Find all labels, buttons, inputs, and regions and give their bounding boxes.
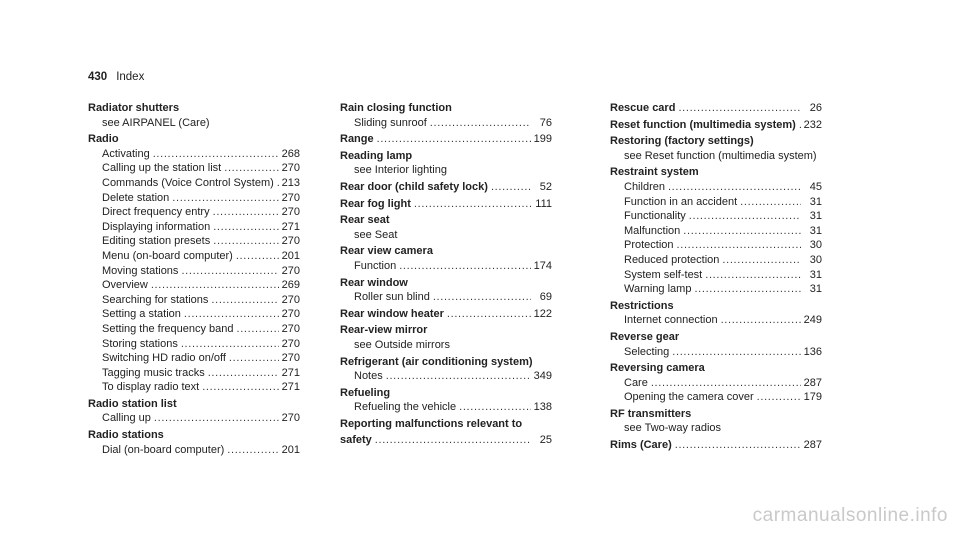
index-entry [340, 244, 552, 259]
entry-label: Moving stations [102, 264, 179, 277]
index-subentry [88, 147, 300, 162]
entry-label: Radiator shutters [88, 102, 180, 114]
leader-dots [414, 197, 531, 212]
page-reference: 269 [281, 279, 300, 292]
leader-dots [675, 438, 801, 453]
page-reference: 174 [533, 259, 552, 272]
index-entry [340, 417, 552, 432]
entry-label: Function [354, 259, 397, 272]
index-subentry [610, 345, 822, 360]
entry-label: Internet connection [624, 314, 718, 327]
entry-label: Reading lamp [340, 149, 413, 162]
entry-label: Rear-view mirror [340, 324, 428, 337]
entry-label: Setting a station [102, 308, 181, 321]
page-reference: 179 [803, 391, 822, 404]
index-subentry [88, 293, 300, 308]
entry-label: Editing station presets [102, 235, 211, 248]
leader-dots [154, 411, 279, 426]
index-subentry [88, 161, 300, 176]
index-entry [340, 276, 552, 291]
index-subentry [610, 376, 822, 391]
entry-label: Dial (on-board computer) [102, 443, 225, 456]
page-reference: 30 [809, 239, 822, 252]
page-reference: 249 [803, 314, 822, 327]
page-reference: 268 [281, 147, 300, 160]
entry-label: see Reset function (multimedia system) [624, 149, 817, 162]
index-entry [610, 101, 822, 116]
index-entry [610, 361, 822, 376]
entry-label: Activating [102, 147, 150, 160]
index-subentry [88, 205, 300, 220]
entry-label: Reverse gear [610, 330, 680, 343]
leader-dots [721, 313, 801, 328]
index-subentry [610, 224, 822, 239]
index-subentry [340, 116, 552, 131]
index-entry [340, 433, 552, 448]
entry-label: Protection [624, 239, 674, 252]
index-column-1 [88, 101, 300, 457]
index-subentry [610, 238, 822, 253]
page-reference: 270 [281, 293, 300, 306]
page-reference: 25 [539, 434, 552, 447]
entry-label: Sliding sunroof [354, 116, 427, 129]
entry-label: Radio [88, 133, 119, 146]
page-reference: 213 [281, 176, 300, 189]
index-entry [88, 428, 300, 443]
page-reference: 270 [281, 412, 300, 425]
page-reference: 270 [281, 322, 300, 335]
page-reference: 31 [809, 195, 822, 208]
watermark: carmanualsonline.info [752, 505, 948, 526]
leader-dots [694, 282, 801, 297]
leader-dots [213, 205, 279, 220]
entry-label: Warning lamp [624, 283, 692, 296]
entry-label: see Seat [354, 228, 398, 241]
page-reference: 270 [281, 162, 300, 175]
entry-label: To display radio text [102, 381, 200, 394]
page-reference: 31 [809, 224, 822, 237]
index-entry [610, 407, 822, 422]
page-reference: 287 [803, 376, 822, 389]
entry-label: Menu (on-board computer) [102, 249, 233, 262]
index-subentry [88, 380, 300, 395]
leader-dots [672, 345, 800, 360]
leader-dots [213, 220, 278, 235]
index-entry [340, 213, 552, 228]
index-subentry [88, 191, 300, 206]
page-reference: 271 [281, 220, 300, 233]
entry-label: Tagging music tracks [102, 366, 205, 379]
index-subentry [610, 253, 822, 268]
index-subentry [88, 264, 300, 279]
entry-label: Rear fog light [340, 197, 411, 210]
index-subentry [610, 390, 822, 405]
index-subentry [88, 249, 300, 264]
index-subentry [88, 411, 300, 426]
leader-dots [399, 259, 530, 274]
page-reference: 76 [539, 116, 552, 129]
entry-label: Reversing camera [610, 362, 705, 375]
index-subentry [340, 163, 552, 178]
page-reference: 30 [809, 253, 822, 266]
entry-label: Roller sun blind [354, 291, 430, 304]
leader-dots [227, 443, 278, 458]
leader-dots [386, 369, 531, 384]
index-entry [610, 438, 822, 453]
leader-dots [683, 224, 801, 239]
page-reference: 232 [803, 118, 822, 131]
entry-label: Reset function (multimedia system) [610, 118, 796, 131]
entry-label: Function in an accident [624, 195, 738, 208]
index-entry [340, 307, 552, 322]
index-subentry [610, 209, 822, 224]
index-subentry [340, 338, 552, 353]
index-subentry [88, 234, 300, 249]
entry-label: Reporting malfunctions relevant to [340, 417, 523, 430]
leader-dots [651, 376, 801, 391]
entry-label: Overview [102, 279, 148, 292]
entry-label: Delete station [102, 191, 170, 204]
leader-dots [181, 337, 279, 352]
entry-label: Malfunction [624, 224, 681, 237]
leader-dots [184, 307, 279, 322]
page-reference: 270 [281, 264, 300, 277]
page-reference: 201 [281, 249, 300, 262]
entry-label: Children [624, 180, 665, 193]
entry-label: Range [340, 133, 374, 146]
index-entry [340, 180, 552, 195]
index-subentry [88, 278, 300, 293]
page-reference: 122 [533, 307, 552, 320]
page-reference: 31 [809, 268, 822, 281]
index-subentry [610, 421, 822, 436]
entry-label: Rescue card [610, 102, 676, 114]
entry-label: Direct frequency entry [102, 206, 210, 219]
entry-label: Selecting [624, 345, 670, 358]
entry-label: see AIRPANEL (Care) [102, 116, 210, 129]
index-subentry [88, 351, 300, 366]
entry-label: Commands (Voice Control System) [102, 176, 274, 189]
index-entry [340, 323, 552, 338]
index-entry [88, 397, 300, 412]
leader-dots [202, 380, 278, 395]
index-entry [340, 197, 552, 212]
page-reference: 111 [535, 197, 552, 210]
index-subentry [340, 369, 552, 384]
page-reference: 287 [803, 439, 822, 452]
page-reference: 69 [539, 291, 552, 304]
index-entry [610, 330, 822, 345]
entry-label: Rear window heater [340, 307, 444, 320]
page-reference: 199 [533, 133, 552, 146]
index-subentry [610, 282, 822, 297]
index-subentry [610, 313, 822, 328]
page-reference: 270 [281, 337, 300, 350]
leader-dots [740, 195, 801, 210]
entry-label: Switching HD radio on/off [102, 352, 226, 365]
entry-label: Radio station list [88, 397, 177, 410]
page-reference: 271 [281, 366, 300, 379]
leader-dots [377, 132, 531, 147]
leader-dots [208, 366, 279, 381]
page-reference: 271 [281, 381, 300, 394]
leader-dots [705, 268, 801, 283]
page-reference: 270 [281, 191, 300, 204]
entry-label: Rain closing function [340, 102, 452, 114]
index-subentry [610, 149, 822, 164]
entry-label: Refueling the vehicle [354, 401, 457, 414]
index-entry [88, 101, 300, 116]
page-reference: 270 [281, 206, 300, 219]
entry-label: System self-test [624, 268, 703, 281]
entry-label: see Interior lighting [354, 164, 447, 177]
entry-label: Radio stations [88, 429, 164, 442]
index-subentry [610, 268, 822, 283]
leader-dots [375, 433, 531, 448]
page-header [88, 71, 144, 83]
entry-label: Refrigerant (air conditioning system) [340, 355, 533, 368]
leader-dots [153, 147, 279, 162]
index-entry [340, 132, 552, 147]
index-entry [88, 132, 300, 147]
leader-dots [757, 390, 801, 405]
entry-label: Opening the camera cover [624, 391, 754, 404]
leader-dots [277, 176, 279, 191]
leader-dots [722, 253, 801, 268]
leader-dots [181, 264, 278, 279]
entry-label: Displaying information [102, 220, 211, 233]
leader-dots [211, 293, 278, 308]
index-subentry [88, 366, 300, 381]
page-reference: 45 [809, 180, 822, 193]
entry-label: Searching for stations [102, 293, 209, 306]
entry-label: Care [624, 376, 648, 389]
leader-dots [433, 290, 531, 305]
index-entry [340, 386, 552, 401]
leader-dots [447, 307, 531, 322]
leader-dots [677, 238, 801, 253]
entry-label: Rear seat [340, 214, 390, 227]
entry-label: see Outside mirrors [354, 338, 450, 351]
index-subentry [88, 443, 300, 458]
index-subentry [340, 290, 552, 305]
entry-label: Restraint system [610, 166, 699, 179]
leader-dots [668, 180, 801, 195]
page-reference: 136 [803, 345, 822, 358]
index-subentry [340, 228, 552, 243]
leader-dots [213, 234, 278, 249]
index-column-2 [340, 101, 552, 448]
index-subentry [88, 220, 300, 235]
index-entry [610, 299, 822, 314]
index-entry [610, 118, 822, 133]
entry-label: Rear door (child safety lock) [340, 180, 488, 193]
leader-dots [151, 278, 279, 293]
entry-label: Rear window [340, 276, 408, 289]
page-reference: 270 [281, 308, 300, 321]
leader-dots [172, 191, 278, 206]
page-reference: 201 [281, 443, 300, 456]
index-subentry [88, 337, 300, 352]
index-entry [610, 134, 822, 149]
leader-dots [236, 322, 278, 337]
entry-label: Refueling [340, 386, 391, 399]
leader-dots [224, 161, 278, 176]
index-entry [340, 101, 552, 116]
entry-label: Functionality [624, 210, 686, 223]
leader-dots [430, 116, 531, 131]
index-subentry [610, 195, 822, 210]
index-subentry [610, 180, 822, 195]
leader-dots [689, 209, 801, 224]
entry-label: Storing stations [102, 337, 178, 350]
page-reference: 270 [281, 352, 300, 365]
page-title: Index [116, 71, 145, 83]
entry-label: see Two-way radios [624, 422, 722, 435]
leader-dots [236, 249, 279, 264]
page-reference: 138 [533, 401, 552, 414]
leader-dots [799, 118, 801, 133]
entry-label: Restrictions [610, 299, 674, 312]
entry-label: RF transmitters [610, 407, 692, 420]
index-entry [610, 165, 822, 180]
page-reference: 349 [533, 370, 552, 383]
entry-label: Reduced protection [624, 253, 720, 266]
entry-label: Calling up [102, 412, 151, 425]
leader-dots [678, 101, 801, 116]
index-subentry [88, 322, 300, 337]
entry-label: Rear view camera [340, 245, 433, 258]
entry-label: Notes [354, 370, 383, 383]
page-reference: 270 [281, 235, 300, 248]
page-reference: 31 [809, 283, 822, 296]
index-subentry [88, 307, 300, 322]
leader-dots [459, 400, 531, 415]
entry-label: Restoring (factory settings) [610, 135, 754, 148]
index-entry [340, 355, 552, 370]
index-column-3 [610, 101, 822, 453]
index-subentry [88, 116, 300, 131]
index-subentry [340, 259, 552, 274]
index-subentry [340, 400, 552, 415]
index-entry [340, 149, 552, 164]
leader-dots [491, 180, 531, 195]
index-subentry [88, 176, 300, 191]
page-reference: 31 [809, 210, 822, 223]
page-number: 430 [88, 71, 108, 83]
leader-dots [229, 351, 279, 366]
entry-label: Rims (Care) [610, 439, 672, 452]
page-reference: 52 [539, 180, 552, 193]
entry-label: safety [340, 434, 372, 447]
entry-label: Setting the frequency band [102, 322, 234, 335]
entry-label: Calling up the station list [102, 162, 222, 175]
page-reference: 26 [809, 102, 822, 114]
